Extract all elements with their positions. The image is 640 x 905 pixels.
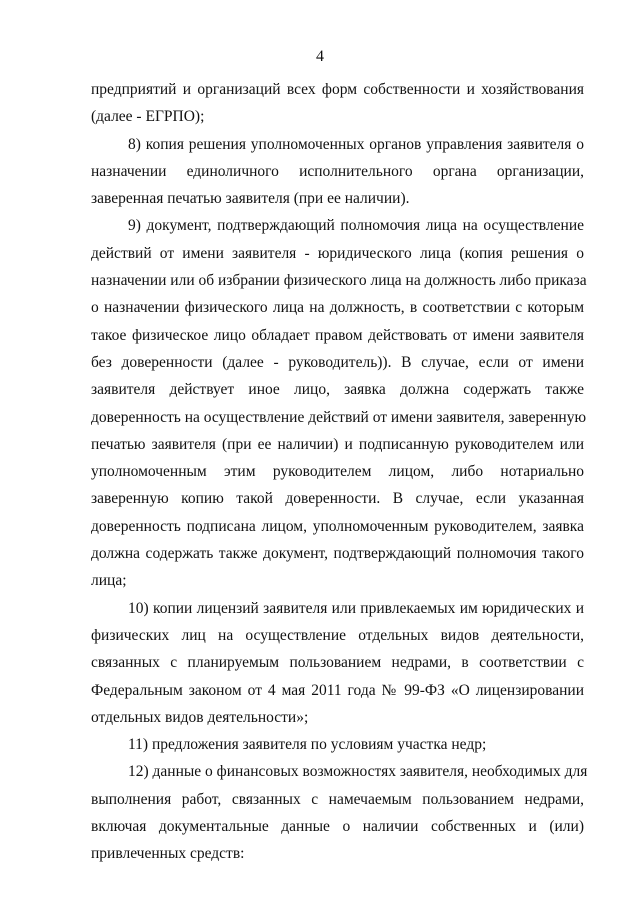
text-line: уполномоченным этим руководителем лицом, либо нотариально bbox=[91, 463, 584, 481]
text-line: 9) документ, подтверждающий полномочия лица на осуществление bbox=[128, 217, 584, 235]
paragraph-item-8 bbox=[91, 131, 584, 213]
text-line: Федеральным законом от 4 мая 2011 года № 99-ФЗ «О лицензировании bbox=[91, 681, 584, 699]
text-line: назначении единоличного исполнительного органа организации, bbox=[91, 162, 584, 180]
text-line: заявителя действует иное лицо, заявка должна содержать также bbox=[91, 381, 584, 399]
text-line: заверенная печатью заявителя (при ее наличии). bbox=[91, 190, 410, 208]
page-number: 4 bbox=[316, 48, 324, 65]
paragraph-item-9 bbox=[91, 212, 587, 594]
text-line: такое физическое лицо обладает правом действовать от имени заявителя bbox=[91, 326, 584, 344]
text-line: печатью заявителя (при ее наличии) и подписанную руководителем или bbox=[91, 435, 584, 453]
text-line: о назначении физического лица на должность, в соответствии с которым bbox=[91, 299, 584, 317]
paragraph-item-10 bbox=[91, 595, 584, 731]
text-line: 10) копии лицензий заявителя или привлекаемых им юридических и bbox=[128, 599, 584, 617]
text-line: должна содержать также документ, подтверждающий полномочия такого bbox=[91, 545, 584, 563]
text-line: 12) данные о финансовых возможностях заявителя, необходимых для bbox=[128, 763, 588, 781]
text-line: (далее - ЕГРПО); bbox=[91, 108, 205, 126]
text-line: назначении или об избрании физического лица на должность либо приказа bbox=[91, 272, 587, 290]
text-line: действий от имени заявителя - юридического лица (копия решения о bbox=[91, 244, 584, 262]
text-line: отдельных видов деятельности»; bbox=[91, 708, 309, 726]
paragraph-item-11 bbox=[91, 731, 584, 758]
document-body bbox=[91, 76, 588, 868]
text-line: предприятий и организаций всех форм собственности и хозяйствования bbox=[91, 81, 584, 98]
text-line: физических лиц на осуществление отдельных видов деятельности, bbox=[91, 626, 584, 644]
text-line: доверенность на осуществление действий от имени заявителя, заверенную bbox=[91, 408, 587, 426]
text-line: привлеченных средств: bbox=[91, 845, 245, 863]
text-line: включая документальные данные о наличии собственных и (или) bbox=[91, 818, 584, 836]
paragraph-item-7-continuation bbox=[91, 76, 584, 131]
text-line: доверенность подписана лицом, уполномоченным руководителем, заявка bbox=[91, 517, 584, 535]
text-line: заверенную копию такой доверенности. В случае, если указанная bbox=[91, 490, 584, 508]
paragraph-item-12 bbox=[91, 758, 588, 867]
text-line: без доверенности (далее - руководитель)). В случае, если от имени bbox=[91, 353, 584, 371]
text-line: 8) копия решения уполномоченных органов управления заявителя о bbox=[128, 135, 584, 153]
text-line: лица; bbox=[91, 572, 127, 590]
text-line: 11) предложения заявителя по условиям участка недр; bbox=[128, 736, 487, 754]
text-line: выполнения работ, связанных с намечаемым пользованием недрами, bbox=[91, 790, 584, 808]
text-line: связанных с планируемым пользованием недрами, в соответствии с bbox=[91, 654, 584, 672]
